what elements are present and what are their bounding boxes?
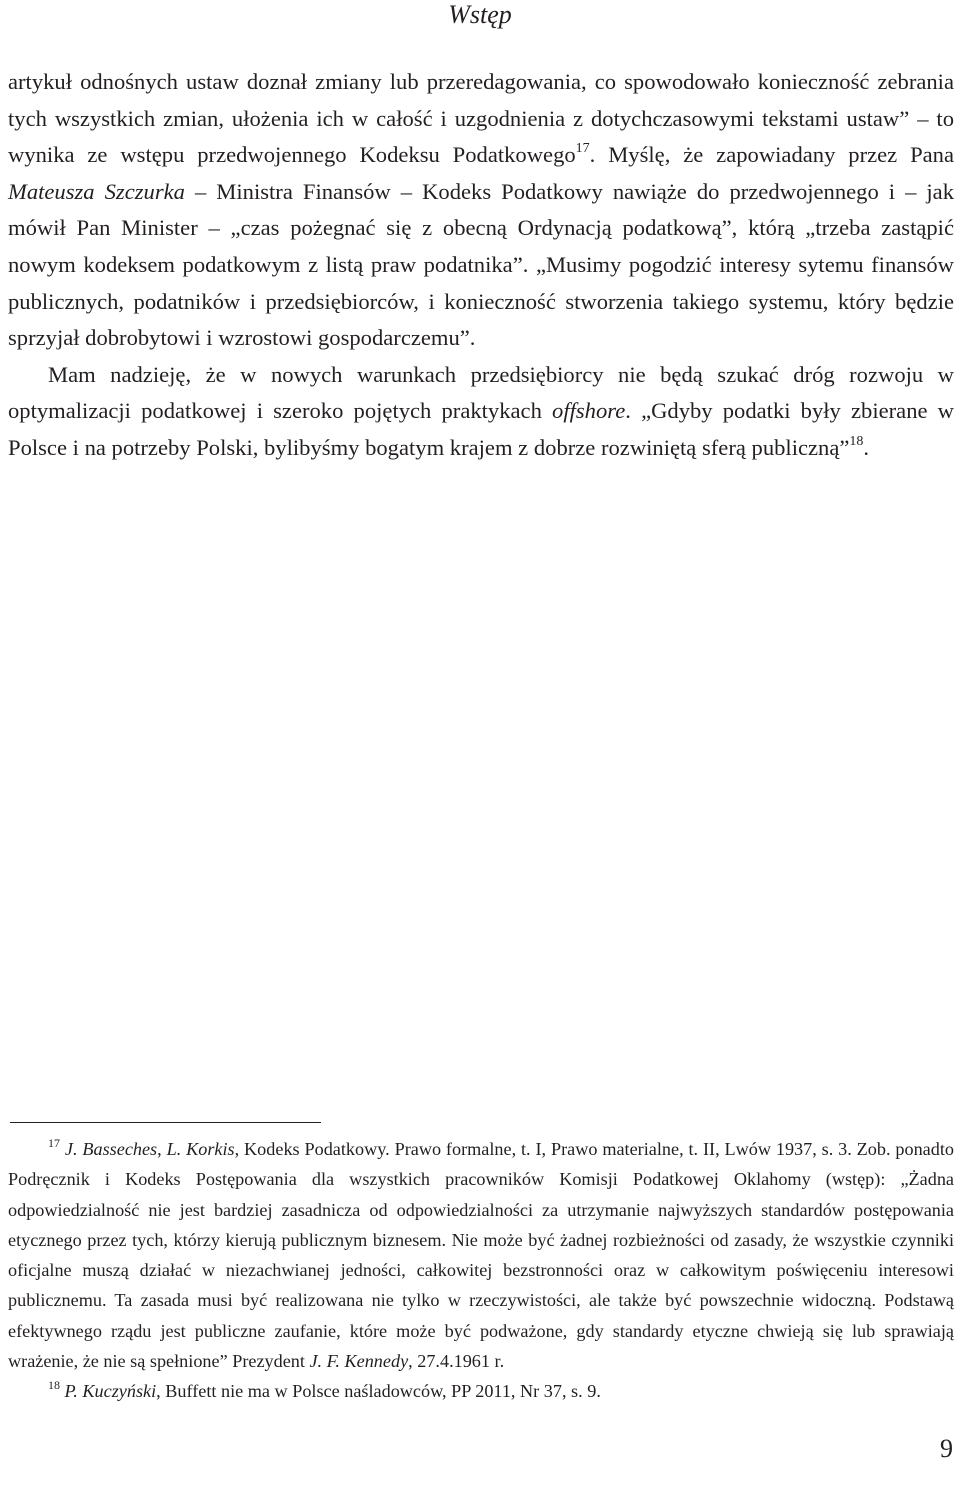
footnote-18-author: P. Kuczyński xyxy=(64,1381,157,1402)
paragraph-2-text-a: Mam nadzieję, że w nowych warunkach przedsiębiorcy nie będą szukać dróg rozwoju w optymalizacji podatkowej i szeroko pojętych praktykach xyxy=(8,361,954,424)
footnote-17-author-3: J. F. Kennedy xyxy=(309,1351,409,1372)
person-name: Mateusza Szczurka xyxy=(8,178,185,204)
offshore-term: offshore xyxy=(552,398,626,424)
footnote-ref-18: 18 xyxy=(849,433,864,449)
paragraph-1-text-a: artykuł odnośnych ustaw doznał zmiany lub przeredagowania, co spowodowało konieczność zebrania tych wszystkich zmian, ułożenia ich w całość i uzgodnienia z dotychczasowymi tekstami ustaw” – to wynika ze wstępu przedwojennego Kodeksu Podatkowego xyxy=(8,69,954,168)
paragraph-1-text-c: – Ministra Finansów – Kodeks Podatkowy nawiąże do przedwojennego i – jak mówił Pan Minister – „czas pożegnać się z obecną Ordynacją podatkową”, którą „trzeba zastąpić nowym kodeksem podatkowym z listą praw podatnika”. „Musimy pogodzić interesy sytemu finansów publicznych, podatników i przedsiębiorców, i konieczność stworzenia takiego systemu, który będzie sprzyjał dobrobytowi i wzrostowi gospodarczemu”. xyxy=(8,178,955,351)
page-number: 9 xyxy=(940,1434,953,1463)
footnotes xyxy=(8,1134,954,1407)
footnote-18 xyxy=(8,1376,954,1406)
footnote-17-text-2: , 27.4.1961 r. xyxy=(408,1351,505,1372)
footnote-18-number: 18 xyxy=(48,1378,60,1393)
footnote-ref-17: 17 xyxy=(575,141,590,157)
footnote-17-text-1: , Kodeks Podatkowy. Prawo formalne, t. I, Prawo materialne, t. II, Lwów 1937, s. 3. Zob. ponadto Podręcznik i Kodeks Postępowania dla wszystkich pracowników Komisji Podatkowej Oklahomy (wstęp): „Żadna odpowiedzialność nie jest bardziej zasadnicza od odpowiedzialności za utrzymanie najwyższych standardów postępowania etycznego przez tych, którzy kierują publicznym biznesem. Nie może być żadnej rozbieżności od zasady, że wszystkie czynniki oficjalne muszą działać w niezachwianej jedności, całkowitej bezstronności oraz w całkowitym poświęceniu interesowi publicznemu. Ta zasada musi być realizowana nie tylko w rzeczywistości, ale także być powszechnie widoczną. Podstawą efektywnego rządu jest publiczne zaufanie, które może być podważone, gdy standardy etyczne chwieją się lub sprawiają wrażenie, że nie są spełnione” Prezydent xyxy=(8,1139,955,1372)
footnote-17-separator: , xyxy=(157,1139,167,1159)
paragraph-2 xyxy=(8,357,954,467)
paragraph-1-text-b: . Myślę, że zapowiadany przez Pana xyxy=(589,142,954,168)
paragraph-1 xyxy=(8,64,954,357)
main-text xyxy=(8,64,954,467)
footnote-separator xyxy=(10,1122,321,1123)
footnote-17-author-2: L. Korkis xyxy=(166,1139,235,1159)
paragraph-2-text-c: . xyxy=(863,434,870,460)
paragraph-2-text-b: . „Gdyby podatki były zbierane w Polsce i na potrzeby Polski, bylibyśmy bogatym krajem z dobrze rozwiniętą sferą publiczną” xyxy=(8,398,954,460)
footnote-17-number: 17 xyxy=(48,1136,60,1150)
running-header: Wstęp xyxy=(448,0,512,29)
footnote-17-author-1: J. Basseches xyxy=(64,1139,158,1159)
footnote-17 xyxy=(8,1134,954,1376)
footnote-18-text: , Buffett nie ma w Polsce naśladowców, PP 2011, Nr 37, s. 9. xyxy=(156,1381,601,1402)
